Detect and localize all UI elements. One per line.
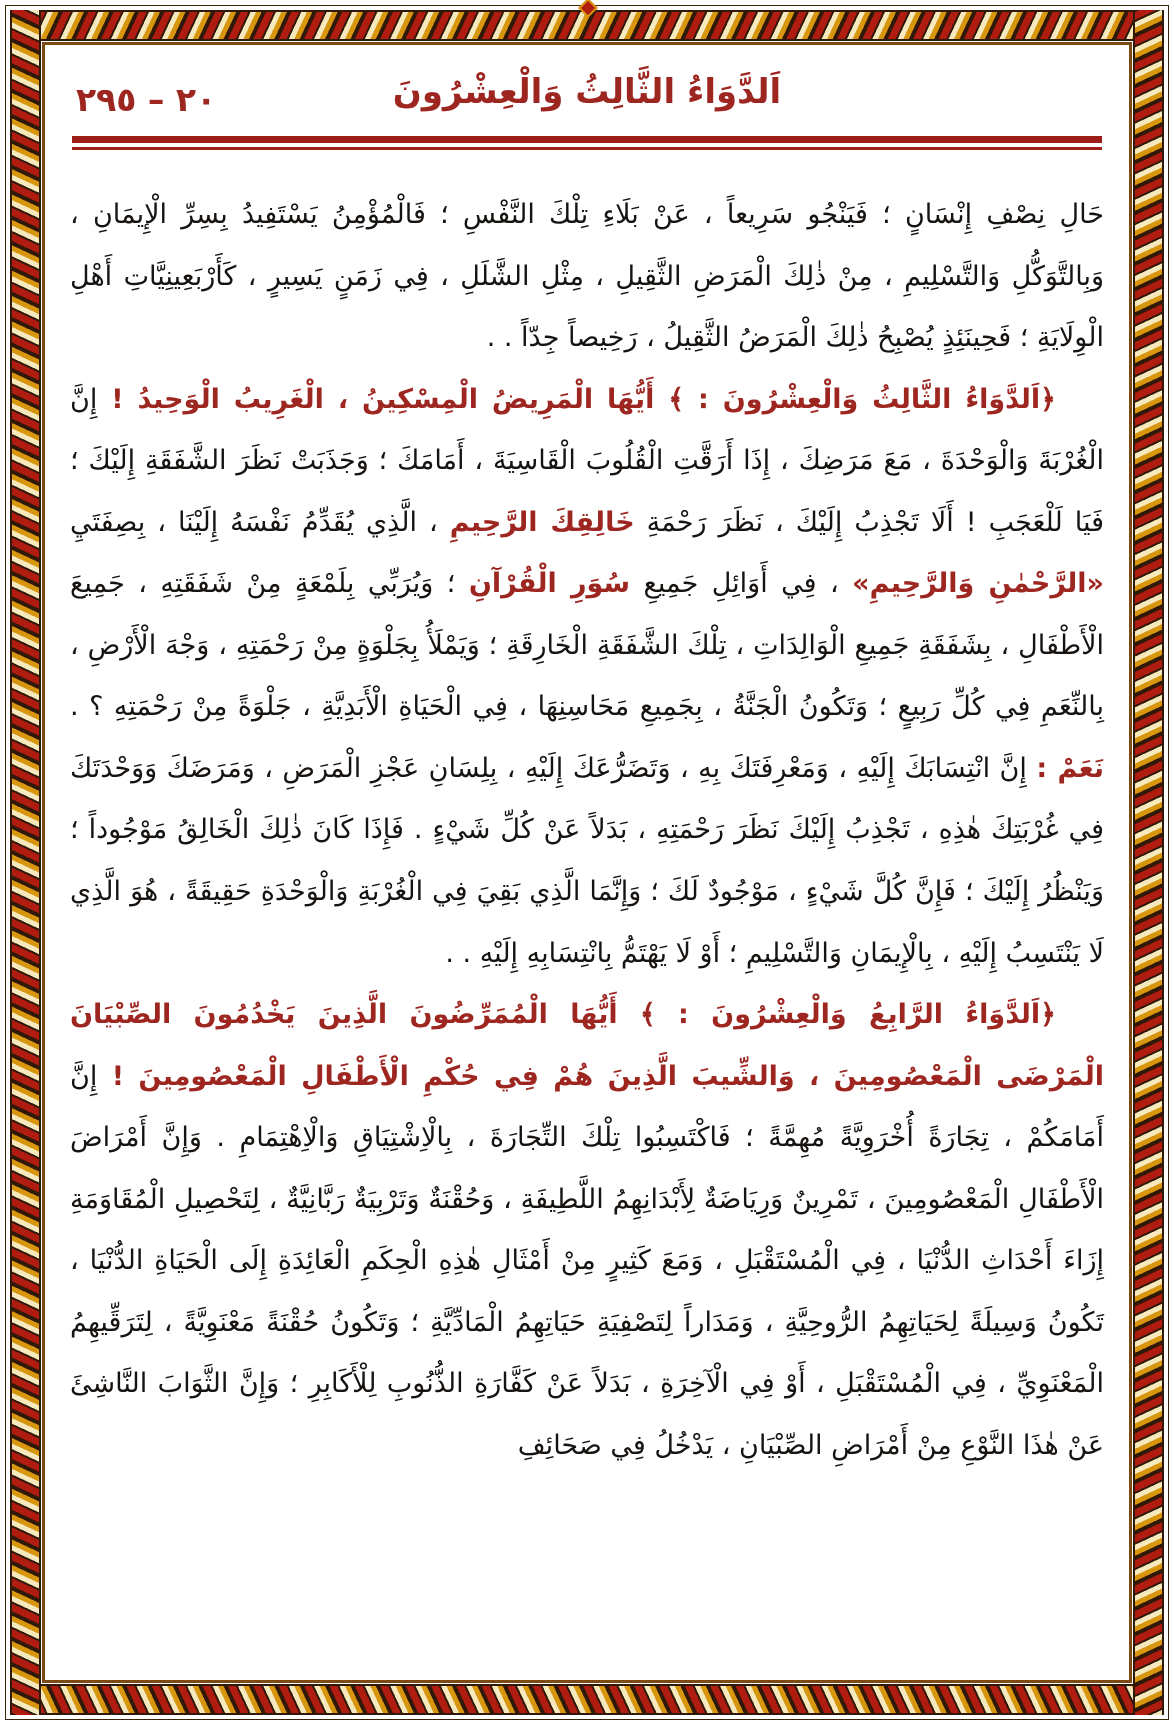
paragraph-remedy-23 [70,369,1104,984]
page-content [70,58,1104,1680]
ornamental-border-left [10,10,41,1715]
text-run: ، فِي أَوَائِلِ جَمِيعِ [630,568,853,600]
text-run: إِنَّ انْتِسَابَكَ إِلَيْهِ ، وَمَعْرِفَتَكَ بِهِ ، وَتَضَرُّعَكَ إِلَيْهِ ، بِلِسَانِ عَجْزِ الْمَرَضِ ، وَمَرَضَكَ وَوَحْدَتَكَ فِي غُرْبَتِكَ هٰذِهِ ، تَجْذِبُ إِلَيْكَ نَظَرَ رَحْمَتِهِ ، بَدَلاً عَنْ كُلِّ شَيْءٍ . فَإِذَا كَانَ ذٰلِكَ الْخَالِقُ مَوْجُوداً ؛ وَيَنْظُرُ إِلَيْكَ ؛ فَإِنَّ كُلَّ شَيْءٍ ، مَوْجُودٌ لَكَ ؛ وَإِنَّمَا الَّذِي بَقِيَ فِي الْغُرْبَةِ وَالْوَحْدَةِ حَقِيقَةً ، هُوَ الَّذِي لَا يَنْتَسِبُ إِلَيْهِ ، بِالْإِيمَانِ وَالتَّسْلِيمِ ؛ أَوْ لَا يَهْتَمُّ بِانْتِسَابِهِ إِلَيْهِ . . [70,752,1104,969]
text-run: إِنَّ الْغُرْبَةَ وَالْوَحْدَةَ ، مَعَ مَرَضِكَ ، إِذَا أَرَقَّتِ الْقُلُوبَ الْقَاسِيَةَ ، أَمَامَكَ ؛ وَجَذَبَتْ نَظَرَ الشَّفَقَةِ إِلَيْكَ ؛ فَيَا لَلْعَجَبِ ! أَلَا تَجْذِبُ إِلَيْكَ ، نَظَرَ رَحْمَةِ [70,383,1104,538]
remedy-24-heading: ﴿اَلدَّوَاءُ الرَّابِعُ وَالْعِشْرُونَ : ﴾ أَيُّهَا الْمُمَرِّضُونَ الَّذِينَ يَخْدُمُونَ الصِّبْيَانَ الْمَرْضَى الْمَعْصُومِينَ ، وَالشِّيبَ الَّذِينَ هُمْ فِي حُكْمِ الْأَطْفَالِ الْمَعْصُومِينَ ! [70,999,1104,1092]
text-run-red: «الرَّحْمٰنِ وَالرَّحِيمِ» [852,568,1104,600]
text-run: ، الَّذِي يُقَدِّمُ نَفْسَهُ إِلَيْنَا ، بِصِفَتَيِ [70,506,450,538]
text-run-red: خَالِقِكَ الرَّحِيمِ [449,506,635,538]
text-run: إِنَّ أَمَامَكُمْ ، تِجَارَةً أُخْرَوِيَّةً مُهِمَّةً ؛ فَاكْتَسِبُوا تِلْكَ التِّجَارَةَ ، بِالْاِشْتِيَاقِ وَالْاِهْتِمَامِ . وَإِنَّ أَمْرَاضَ الْأَطْفَالِ الْمَعْصُومِينَ ، تَمْرِينٌ وَرِيَاضَةٌ لِأَبْدَانِهِمُ اللَّطِيفَةِ ، وَحُقْنَةٌ وَتَرْبِيَةٌ رَبَّانِيَّةٌ ، لِتَحْصِيلِ الْمُقَاوَمَةِ إِزَاءَ أَحْدَاثِ الدُّنْيَا ، فِي الْمُسْتَقْبَلِ ، وَمَعَ كَثِيرٍ مِنْ أَمْثَالِ هٰذِهِ الْحِكَمِ الْعَائِدَةِ إِلَى الْحَيَاةِ الدُّنْيَا ، تَكُونُ وَسِيلَةً لِحَيَاتِهِمُ الرُّوحِيَّةِ ، وَمَدَاراً لِتَصْفِيَةِ حَيَاتِهِمُ الْمَادِّيَّةِ ؛ وَتَكُونُ حُقْنَةً مَعْنَوِيَّةً ، لِتَرَقِّيهِمُ الْمَعْنَوِيِّ ، فِي الْمُسْتَقْبَلِ ، أَوْ فِي الْآخِرَةِ ، بَدَلاً عَنْ كَفَّارَةِ الذُّنُوبِ لِلْأَكَابِرِ ؛ وَإِنَّ الثَّوَابَ النَّاشِئَ عَنْ هٰذَا النَّوْعِ مِنْ أَمْرَاضِ الصِّبْيَانِ ، يَدْخُلُ فِي صَحَائِفِ [70,1060,1104,1461]
paragraph-remedy-24 [70,984,1104,1476]
remedy-23-heading: ﴿اَلدَّوَاءُ الثَّالِثُ وَالْعِشْرُونَ : ﴾ أَيُّهَا الْمَرِيضُ الْمِسْكِينُ ، الْغَرِيبُ الْوَحِيدُ ! [97,383,1056,415]
divider-thick-rule [72,136,1102,143]
text-run-red: نَعَمْ : [1036,752,1104,784]
text-run-red: سُوَرِ الْقُرْآنِ [468,568,631,600]
page-header [70,58,1104,150]
ornamental-border-bottom [10,1684,1164,1715]
page-title: اَلدَّوَاءُ الثَّالِثُ وَالْعِشْرُونَ [392,72,782,112]
header-divider [72,136,1102,150]
paragraph-continuation [70,184,1104,369]
text-run: حَالِ نِصْفِ إِنْسَانٍ ؛ فَيَنْجُو سَرِيعاً ، عَنْ بَلَاءِ تِلْكَ النَّفْسِ ؛ فَالْمُؤْمِنُ يَسْتَفِيدُ بِسِرِّ الْإِيمَانِ ، وَبِالتَّوَكُّلِ وَالتَّسْلِيمِ ، مِنْ ذٰلِكَ الْمَرَضِ الثَّقِيلِ ، مِثْلِ الشَّلَلِ ، فِي زَمَنٍ يَسِيرٍ ، كَأَرْبَعِينِيَّاتِ أَهْلِ الْوِلَايَةِ ؛ فَحِينَئِذٍ يُصْبِحُ ذٰلِكَ الْمَرَضُ الثَّقِيلُ ، رَخِيصاً جِدّاً . . [70,199,1104,354]
body-text [70,184,1104,1476]
ornamental-border-right [1133,10,1164,1715]
divider-thin-rule [72,147,1102,150]
text-run: ؛ وَيُرَبِّي بِلَمْعَةٍ مِنْ شَفَقَتِهِ ، جَمِيعَ الْأَطْفَالِ ، بِشَفَقَةِ جَمِيعِ الْوَالِدَاتِ ، تِلْكَ الشَّفَقَةِ الْخَارِقَةِ ؛ وَيَمْلَأُ بِجَلْوَةٍ مِنْ رَحْمَتِهِ ، وَجْهَ الْأَرْضِ ، بِالنِّعَمِ فِي كُلِّ رَبِيعٍ ؛ وَتَكُونُ الْجَنَّةُ ، بِجَمِيعِ مَحَاسِنِهَا ، فِي الْحَيَاةِ الْأَبَدِيَّةِ ، جَلْوَةً مِنْ رَحْمَتِهِ ؟ . [70,568,1104,723]
page-number: ٢٠ – ٢٩٥ [76,80,217,119]
